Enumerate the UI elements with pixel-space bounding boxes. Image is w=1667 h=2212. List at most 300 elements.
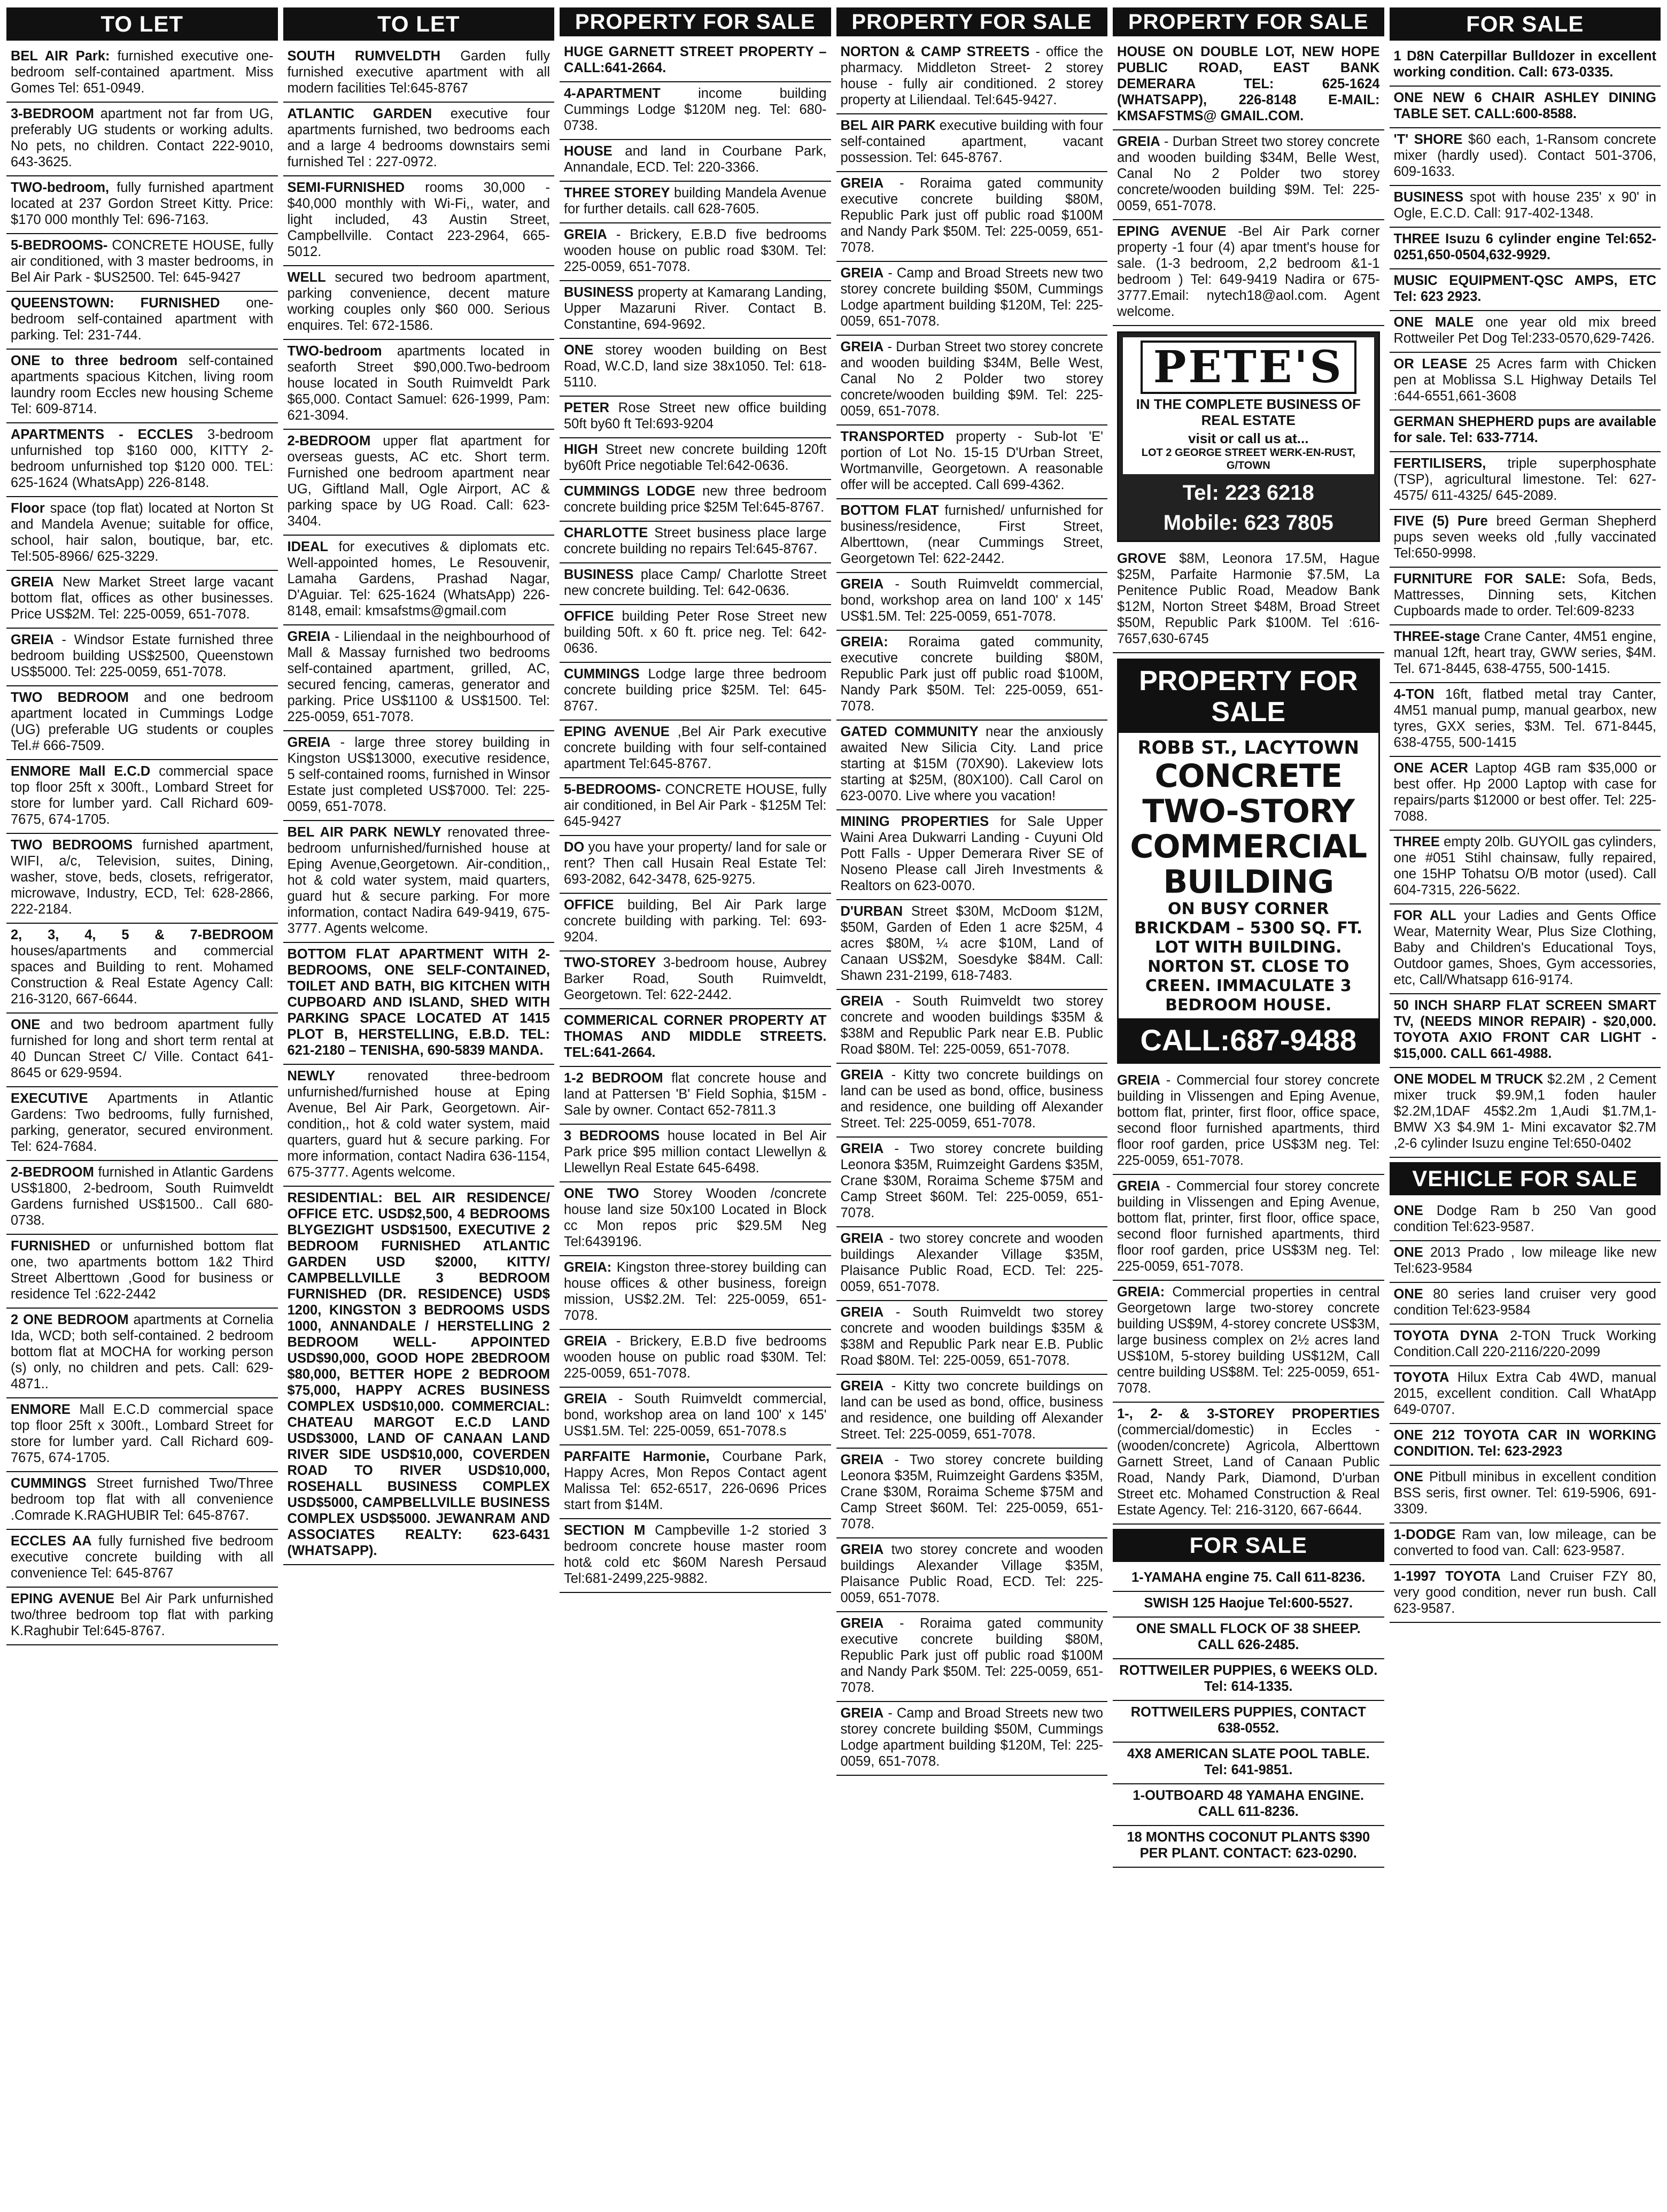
ad-body: apartments at Cornelia Ida, WCD; both self-contained. 2 bedroom bottom flat at MOCHA for working person (s) only, no children and pets. Call: 629-4871..: [11, 1312, 274, 1391]
ad-lead: ATLANTIC GARDEN: [287, 106, 432, 121]
classified-ad: [283, 821, 555, 943]
classified-ad: [836, 631, 1108, 721]
classified-ad: [1113, 1743, 1384, 1784]
ad-lead: ONE MODEL M TRUCK: [1393, 1072, 1544, 1087]
ad-lead: 'T' SHORE: [1393, 132, 1463, 147]
ad-lead: 5-BEDROOMS-: [11, 238, 108, 253]
ad-body: Courbane Park, Happy Acres, Mon Repos Contact agent Malissa Tel: 652-6517, 226-0696 Prices start from $14M.: [564, 1449, 827, 1512]
ad-lead: HOUSE ON DOUBLE LOT, NEW HOPE PUBLIC ROAD, EAST BANK DEMERARA TEL: 625-1624 (WHATSAPP), 226-8148 E-MAIL: KMSAFSTMS@ GMAIL.COM.: [1117, 44, 1380, 123]
ad-lead: EPING AVENUE: [11, 1591, 115, 1606]
ad-body: - Camp and Broad Streets new two storey concrete building $50M, Cummings Lodge apartment building $120M, Tel: 225-0059, 651-7078.: [840, 1706, 1103, 1769]
classified-ad: [6, 1472, 278, 1530]
classified-ad: [560, 522, 831, 563]
classified-ad: [6, 103, 278, 176]
classified-ad: [1113, 1826, 1384, 1868]
ad-lead: GREIA: [11, 575, 54, 590]
classified-ad: [560, 1330, 831, 1388]
ad-body: and land in Courbane Park, Annandale, ECD. Tel: 220-3366.: [564, 144, 827, 175]
ad-lead: 2-BEDROOM: [11, 1165, 94, 1180]
ad-body: renovated three-bedroom unfurnished/furnished house at Eping Avenue,Georgetown. Air-condition,, hot & cold water system, maid quarters, guard hut & secure parking. For more information, contact Nadira 649-9419, 675-3777. Agents welcome.: [287, 825, 550, 936]
ad-lead: FOR ALL: [1393, 908, 1456, 923]
ad-body: CONCRETE HOUSE, fully air conditioned, with 3 master bedrooms, in Bel Air Park - $US2500. Tel: 645-9427: [11, 238, 274, 285]
ad-lead: GREIA:: [840, 635, 888, 649]
ad-lead: 1-DODGE: [1393, 1527, 1456, 1542]
classified-ad: [560, 1067, 831, 1125]
ad-body: executive building with four self-contained apartment, vacant possession. Tel: 645-8767.: [840, 118, 1103, 165]
classified-ad: [1390, 625, 1661, 683]
classified-ad: [560, 82, 831, 140]
classified-ad: [283, 176, 555, 266]
robb-street-advert: [1117, 659, 1380, 1064]
ad-lead: GREIA: [840, 1616, 884, 1631]
ad-body: 2-TON Truck Working Condition.Call 220-2116/220-2099: [1393, 1328, 1656, 1359]
ad-body: - Durban Street two storey concrete and wooden building $34M, Belle West, Canal No 2 Polder two storey concrete/wooden building $9M. Tel: 225-0059, 651-7078.: [1117, 134, 1380, 213]
ad-body: place Camp/ Charlotte Street new concrete building. Tel: 642-0636.: [564, 567, 827, 598]
ad-body: ,Bel Air Park executive concrete building with four self-contained apartment Tel:645-8767.: [564, 724, 827, 771]
ad-lead: GREIA: [840, 1379, 884, 1394]
ad-body: income building Cummings Lodge $120M neg. Tel: 680-0738.: [564, 86, 827, 133]
classified-ad: [6, 423, 278, 497]
ad-lead: 1 D8N Caterpillar Bulldozer in excellent working condition. Call: 673-0335.: [1393, 49, 1656, 80]
classified-ad: [560, 223, 831, 281]
ad-lead: GREIA: [840, 1452, 884, 1467]
ad-lead: IDEAL: [287, 539, 328, 554]
classified-ad: [1390, 452, 1661, 510]
classified-ad: [1390, 568, 1661, 625]
classified-ad: [1390, 269, 1661, 311]
ad-lead: CUMMINGS: [11, 1476, 87, 1491]
ad-lead: TWO-STOREY: [564, 955, 656, 970]
ad-lead: ENMORE: [11, 1402, 71, 1417]
ad-body: - Kitty two concrete buildings on land can be used as bond, office, business and residence, one building off Alexander Street. Tel: 225-0059, 651-7078.: [840, 1068, 1103, 1131]
ad-body: Laptop 4GB ram $35,000 or best offer. Hp 2000 Laptop with case for repairs/parts $12000 or best offer. Tel: 225-7088.: [1393, 761, 1656, 824]
ad-body: (commercial/domestic) in Eccles - (wooden/concrete) Agricola, Alberttown Garnett Street, Land of Canaan Public Road, Nandy Park, Diamond, D'urban Street etc. Mohamed Construction & Real Estate Agency. Tel: 216-3120, 667-6644.: [1117, 1422, 1380, 1518]
classified-ad: [1113, 220, 1384, 326]
classified-ad: [836, 1612, 1108, 1702]
ad-lead: BUSINESS: [564, 567, 634, 582]
classified-ad: [1390, 1241, 1661, 1283]
ad-body: fully furnished five bedroom executive concrete building with all convenience Tel: 645-8767: [11, 1534, 274, 1581]
ad-lead: WELL: [287, 270, 326, 285]
ad-body: executive four apartments furnished, two bedrooms each and a large 4 bedrooms downstairs semi furnished Tel : 227-0972.: [287, 106, 550, 169]
ad-body: Ram van, low mileage, can be converted to food van. Call: 623-9587.: [1393, 1527, 1656, 1558]
classified-ad: [1113, 1566, 1384, 1592]
ad-lead: GERMAN SHEPHERD pups are available for sale. Tel: 633-7714.: [1393, 414, 1656, 445]
classified-ad: [560, 281, 831, 339]
ad-body: two storey concrete and wooden buildings Alexander Village $35M, Plaisance Public Road, ECD. Tel: 225-0059, 651-7078.: [840, 1542, 1103, 1605]
section-heading: TO LET: [6, 7, 278, 41]
classified-ad: [560, 836, 831, 894]
ad-lead: 1-1997 TOYOTA: [1393, 1569, 1501, 1584]
classified-ad: [283, 536, 555, 625]
classified-ad: [560, 894, 831, 952]
classified-ad: [836, 1227, 1108, 1301]
ad-lead: GATED COMMUNITY: [840, 724, 979, 739]
ad-lead: SWISH 125 Haojue Tel:600-5527.: [1144, 1596, 1353, 1611]
ad-lead: 1-YAMAHA engine 75. Call 611-8236.: [1131, 1570, 1366, 1585]
classified-ad: [1390, 228, 1661, 269]
ad-lead: ONE SMALL FLOCK OF 38 SHEEP. CALL 626-2485.: [1136, 1621, 1361, 1652]
classified-ad: [560, 952, 831, 1009]
ad-body: you have your property/ land for sale or rent? Then call Husain Real Estate Tel: 693-2082, 642-3478, 625-9275.: [564, 840, 827, 887]
robb-heading: PROPERTY FOR SALE: [1119, 660, 1378, 733]
classified-ad: [560, 397, 831, 438]
classified-ad: [836, 1702, 1108, 1776]
classified-ad: [560, 778, 831, 836]
ad-lead: GREIA: [840, 1542, 884, 1557]
ad-lead: GREIA: [840, 339, 884, 354]
ad-body: - South Ruimveldt two storey concrete and wooden buildings $35M & $38M and Republic Park near E.B. Public Road $80M. Tel: 225-0059, 651-7078.: [840, 1305, 1103, 1368]
ad-body: flat concrete house and land at Pattersen 'B' Field Sophia, $15M - Sale by owner. Contact 652-7811.3: [564, 1071, 827, 1118]
classified-ad: [1113, 1403, 1384, 1525]
classified-ad: [560, 480, 831, 522]
classified-ad: [6, 1398, 278, 1472]
ad-lead: BEL AIR PARK: [840, 118, 936, 133]
ad-body: property at Kamarang Landing, Upper Mazaruni River. Contact B. Constantine, 694-9692.: [564, 285, 827, 332]
ad-body: $60 each, 1-Ransom concrete mixer (hardly used). Contact 501-3706, 609-1633.: [1393, 132, 1656, 179]
ad-lead: GREIA: [564, 227, 607, 242]
classified-ad: [6, 497, 278, 571]
ad-lead: ONE: [564, 343, 594, 358]
ad-body: $2.2M , 2 Cement mixer truck $9.9M,1 foden hauler $2.2M,1DAF 45$2.2m 1,Audi $1.7M,1-BMW X3 $4.9M 1- Mini excavator $2.7M ,2-6 cylinder Isuzu engine Tel:650-0402: [1393, 1072, 1657, 1151]
ad-body: - two storey concrete and wooden buildings Alexander Village $35M, Plaisance Public Road, ECD. Tel: 225-0059, 651-7078.: [840, 1231, 1103, 1294]
classified-ad: [1113, 1281, 1384, 1403]
classified-ad: [6, 234, 278, 292]
ad-lead: ONE to three bedroom: [11, 353, 178, 368]
ad-lead: 50 INCH SHARP FLAT SCREEN SMART TV, (NEEDS MINOR REPAIR) - $20,000. TOYOTA AXIO FRONT CAR LIGHT - $15,000. CALL 661-4988.: [1393, 998, 1656, 1061]
ad-body: building Peter Rose Street new building 50ft. x 60 ft. price neg. Tel: 642-0636.: [564, 609, 827, 656]
ad-lead: TWO BEDROOM: [11, 690, 129, 705]
classified-ad: [6, 1235, 278, 1309]
classified-ad: [1113, 41, 1384, 130]
ad-lead: FURNISHED: [11, 1239, 90, 1254]
classified-ad: [1390, 311, 1661, 353]
section-heading: TO LET: [283, 7, 555, 41]
ad-lead: 1-, 2- & 3-STOREY PROPERTIES: [1117, 1406, 1380, 1421]
ad-body: 80 series land cruiser very good condition Tel:623-9584: [1393, 1287, 1656, 1318]
ad-lead: GREIA: [840, 994, 884, 1009]
ad-body: near the anxiously awaited New Silicia City. Land price starting at $15M (70X90). Lakeview lots starting at $25M, (80X100). Call Carol on 623-0070. Live where you vacation!: [840, 724, 1103, 803]
classified-ad: [6, 629, 278, 686]
ad-lead: MUSIC EQUIPMENT-QSC AMPS, ETC Tel: 623 2923.: [1393, 273, 1656, 304]
ad-body: and two bedroom apartment fully furnished for long and short term rental at 40 Duncan Street C/ Ville. Contact 641-8645 or 629-9594.: [11, 1017, 274, 1080]
ad-body: houses/apartments and commercial spaces and Building to rent. Mohamed Construction & Real Estate Agency Call: 216-3120, 667-6644.: [11, 943, 274, 1007]
ad-body: - Two storey concrete building Leonora $35M, Ruimzeight Gardens $35M, Crane $30M, Roraima Scheme $75M and Camp Street $60M. Tel: 225-0059, 651-7078.: [840, 1141, 1103, 1220]
ad-lead: ONE 212 TOYOTA CAR IN WORKING CONDITION. Tel: 623-2923: [1393, 1428, 1656, 1459]
ad-body: 16ft, flatbed metal tray Canter, 4M51 manual pump, manual gearbox, new tyres, GXX series, $3M. Tel. 671-8445, 638-4755, 500-1415: [1393, 687, 1656, 750]
ad-lead: EXECUTIVE: [11, 1091, 88, 1106]
classified-ad: [6, 292, 278, 350]
ad-lead: QUEENSTOWN: FURNISHED: [11, 296, 220, 311]
ad-lead: GREIA:: [1117, 1285, 1165, 1300]
classified-ad: [283, 1187, 555, 1565]
classified-ad: [283, 1065, 555, 1187]
classified-ad: [6, 1087, 278, 1161]
ad-lead: FIVE (5) Pure: [1393, 514, 1488, 529]
ad-body: property - Sub-lot 'E' portion of Lot No. 15-15 D'Urban Street, Wortmanville, Georgetown. A reasonable offer will be accepted. Call 699-4362.: [840, 429, 1103, 492]
columns: [6, 7, 1661, 2212]
petes-advert: [1117, 331, 1380, 542]
classified-ad: [836, 1538, 1108, 1612]
ad-lead: ONE: [1393, 1203, 1423, 1218]
classified-ad: [1390, 1466, 1661, 1523]
classified-ad: [1113, 1701, 1384, 1743]
ad-body: furnished/ unfurnished for business/residence, First Street, Alberttown, (near Cummings Street, Georgetown Tel: 622-2442.: [840, 503, 1103, 566]
classified-ad: [1390, 1325, 1661, 1366]
ad-body: - Camp and Broad Streets new two storey concrete building $50M, Cummings Lodge apartment building $120M, Tel: 225-0059, 651-7078.: [840, 266, 1103, 329]
ad-body: furnished apartment, WIFI, a/c, Television, suites, Dining, washer, stove, beds, closets, refrigerator, microwave, Industry, ECD, Tel: 628-2866, 222-2184.: [11, 838, 274, 917]
classified-ad: [6, 1161, 278, 1235]
ad-lead: GREIA: [564, 1391, 607, 1406]
ad-lead: TWO-bedroom: [287, 344, 382, 359]
classified-ad: [560, 339, 831, 397]
ad-lead: BOTTOM FLAT APARTMENT WITH 2-BEDROOMS, ONE SELF-CONTAINED, TOILET AND BATH, BIG KITCHEN WITH CUPBOARD AND ISLAND, SHED WITH PARKING SPACE LOCATED AT 1415 PLOT B, HERSTELLING, E.B.D. TEL: 621-2180 – TENISHA, 690-5839 MANDA.: [287, 947, 550, 1058]
classified-ad: [836, 41, 1108, 114]
ad-lead: 4X8 AMERICAN SLATE POOL TABLE. Tel: 641-9851.: [1127, 1746, 1370, 1777]
ad-body: Crane Canter, 4M51 engine, manual 12ft, heart tray, GWW series, $4M. Tel. 671-8445, 638-4755, 500-1415.: [1393, 629, 1656, 676]
ad-lead: ONE: [11, 1017, 41, 1032]
for-sale-list: [1113, 1566, 1384, 1868]
classified-ad: [560, 1519, 831, 1593]
classified-ad: [1390, 1523, 1661, 1565]
classified-ad: [283, 340, 555, 430]
ad-lead: ONE: [1393, 1287, 1423, 1302]
ad-lead: 3 BEDROOMS: [564, 1128, 660, 1143]
classified-ad: [560, 605, 831, 663]
ad-body: Campbeville 1-2 storied 3 bedroom concrete house master room hot& cold etc $60M Naresh Persaud Tel:681-2499,225-9882.: [564, 1523, 827, 1586]
classified-ad: [1390, 1424, 1661, 1466]
column-3: [560, 7, 831, 2212]
classified-ad: [1390, 904, 1661, 994]
ad-lead: GREIA: [840, 1231, 884, 1246]
ad-lead: SOUTH RUMVELDTH: [287, 49, 441, 64]
ad-body: Rose Street new office building 50ft by60 ft Tel:693-9204: [564, 400, 827, 431]
ad-lead: GREIA: [840, 1305, 884, 1320]
ad-body: spot with house 235' x 90' in Ogle, E.C.D. Call: 917-402-1348.: [1393, 190, 1656, 221]
ad-lead: ONE: [1393, 1469, 1423, 1484]
classified-ad: [560, 1256, 831, 1330]
classified-ad: [1113, 1618, 1384, 1659]
ad-body: - office the pharmacy. Middleton Street- 2 storey house - fully air conditioned. 2 storey property at Liliendaal. Tel:645-9427.: [840, 44, 1104, 107]
classified-ad: [1390, 186, 1661, 228]
ad-lead: ECCLES AA: [11, 1534, 92, 1549]
ad-body: your Ladies and Gents Office Wear, Maternity Wear, Plus Size Clothing, Baby and Children's Educational Toys, Outdoor games, Shoes, Gym accessories, etc, Call/Whatsapp 616-9174.: [1393, 908, 1656, 987]
ad-body: furnished in Atlantic Gardens US$1800, 2-bedroom, South Ruimveldt Gardens furnished US$1500.. Call 680-0738.: [11, 1165, 274, 1228]
petes-name: PETE'S: [1141, 341, 1356, 394]
classified-ad: [560, 1182, 831, 1256]
classified-ad: [836, 426, 1108, 499]
classified-ad: [1390, 1200, 1661, 1241]
ad-lead: EPING AVENUE: [564, 724, 670, 739]
classified-ad: [1113, 1659, 1384, 1701]
ad-body: Storey Wooden /concrete house land size 50x100 Located in Block cc Mon repos pric $29.5M Neg Tel:6439196.: [564, 1186, 827, 1249]
classified-ad: [1390, 994, 1661, 1068]
ad-body: - Commercial four storey concrete building in Vlissengen and Eping Avenue, bottom flat, printer, first floor, office space, second floor furnished apartments, third floor roof garden, price US$3M neg. Tel: 225-0059, 651-7078.: [1117, 1073, 1380, 1168]
classified-ad: [836, 1301, 1108, 1375]
classified-ad: [6, 571, 278, 629]
column-2: [283, 7, 555, 2212]
ad-lead: COMMERICAL CORNER PROPERTY AT THOMAS AND MIDDLE STREETS. TEL:641-2664.: [564, 1013, 827, 1060]
ad-body: - large three storey building in Kingston US$13000, executive residence, 5 self-contained rooms, furnished in Winsor Estate just completed US$7000. Tel: 225-0059, 651-7078.: [287, 735, 550, 814]
classified-ad: [1390, 683, 1661, 757]
ad-lead: 2-BEDROOM: [287, 434, 371, 448]
ad-lead: RESIDENTIAL: BEL AIR RESIDENCE/ OFFICE ETC. USD$2,500, 4 BEDROOMS BLYGEZIGHT USD$1500, EXECUTIVE 2 BEDROOM FURNISHED ATLANTIC GARDEN USD $2000, KITTY/ CAMPBELLVILLE 3 BEDROOM FURNISHED (DR. RESIDENCE) USD$ 1200, KINGSTON 3 BEDROOMS USDS 1000, ANNANDALE / HERSTELLING 2 BEDROOM WELL- APPOINTED USD$90,000, GOOD HOPE 2BEDROOM $80,000, BETTER HOPE 2 BEDROOM $75,000, HAPPY ACRES BUSINESS COMPLEX USD$10,000. COMMERCIAL: CHATEAU MARGOT E.C.D LAND USD$3000, LAND OF CANAAN LAND RIVER SIDE USD$10,000, COVERDEN ROAD TO RIVER USD$10,000, ROSEHALL BUSINESS COMPLEX USD$5000, CAMPBELLVILLE BUSINESS COMPLEX USD$5000. JEWANRAM AND ASSOCIATES REALTY: 623-6431 (WHATSAPP).: [287, 1190, 550, 1558]
ad-lead: GREIA: [840, 1141, 884, 1156]
ad-body: Roraima gated community, executive concrete building $80M, Republic Park just off public road $100M, Nandy Park $50M. Tel: 225-0059, 651-7078.: [840, 635, 1103, 714]
classified-ad: [283, 430, 555, 536]
ad-body: 3-bedroom house, Aubrey Barker Road, South Ruimveldt, Georgetown. Tel: 622-2442.: [564, 955, 827, 1002]
ad-lead: BUSINESS: [564, 285, 634, 300]
classified-ad: [1390, 1366, 1661, 1424]
classified-ad: [1390, 45, 1661, 87]
ad-body: Dodge Ram b 250 Van good condition Tel:623-9587.: [1393, 1203, 1656, 1234]
vehicle-heading: VEHICLE FOR SALE: [1390, 1162, 1661, 1195]
classified-ad: [836, 1449, 1108, 1538]
classified-ad: [6, 1309, 278, 1398]
classified-ad: [560, 1009, 831, 1067]
section-heading: FOR SALE: [1390, 7, 1661, 41]
ad-lead: SECTION M: [564, 1523, 646, 1538]
ad-body: fully furnished apartment located at 237 Gordon Street Kitty. Price: $170 000 monthly Tel: 696-7163.: [11, 180, 274, 227]
ad-lead: TOYOTA DYNA: [1393, 1328, 1499, 1343]
classified-ad: [836, 1138, 1108, 1227]
ad-lead: ROTTWEILER PUPPIES, 6 WEEKS OLD. Tel: 614-1335.: [1119, 1663, 1378, 1694]
ad-body: self-contained apartments spacious Kitchen, living room laundry room Eccles new housing Scheme Tel: 609-8714.: [11, 353, 274, 416]
ad-lead: HIGH: [564, 442, 598, 457]
ad-body: storey wooden building on Best Road, W.C.D, land size 38x1050. Tel: 618-5110.: [564, 343, 827, 390]
ad-body: Land Cruiser FZY 80, very good condition, never run bush. Call 623-9587.: [1393, 1569, 1656, 1616]
classified-ad: [283, 731, 555, 821]
ad-body: - Liliendaal in the neighbourhood of Mall & Massay furnished two bedrooms self-contained apartment, grilled, AC, secured fencing, cameras, generator and parking. Price US$1100 & US$1500. Tel: 225-0059, 651-7078.: [287, 629, 550, 724]
classified-ad: [560, 1125, 831, 1182]
classified-ad: [1390, 411, 1661, 452]
ad-body: Bel Air Park unfurnished two/three bedroom top flat with parking K.Raghubir Tel:645-8767.: [11, 1591, 274, 1638]
classified-ad: [836, 900, 1108, 990]
ad-lead: GREIA: [287, 629, 331, 644]
ad-lead: BOTTOM FLAT: [840, 503, 939, 518]
classified-ad: [6, 686, 278, 760]
ad-body: triple superphosphate (TSP), agricultural limestone. Tel: 627-4575/ 611-4325/ 645-2089.: [1393, 456, 1656, 503]
classified-ad: [283, 943, 555, 1065]
ad-lead: OR LEASE: [1393, 357, 1468, 372]
ad-lead: GREIA: [564, 1334, 607, 1349]
ad-body: - Kitty two concrete buildings on land can be used as bond, office, business and residence, one building off Alexander Street. Tel: 225-0059, 651-7078.: [840, 1379, 1103, 1442]
ad-body: building Mandela Avenue for further details. call 628-7605.: [564, 185, 827, 216]
ad-lead: BEL AIR PARK NEWLY: [287, 825, 441, 840]
classified-ad: [836, 114, 1108, 172]
ad-body: building, Bel Air Park large concrete building with parking. Tel: 693-9204.: [564, 898, 827, 945]
ad-lead: NORTON & CAMP STREETS: [840, 44, 1030, 59]
ad-lead: HUGE GARNETT STREET PROPERTY – CALL:641-2664.: [564, 44, 827, 75]
ad-body: - Brickery, E.B.D five bedrooms wooden house on public road $30M. Tel: 225-0059, 651-7078.: [564, 227, 827, 274]
ad-lead: BUSINESS: [1393, 190, 1463, 205]
ad-lead: TOYOTA: [1393, 1370, 1449, 1385]
ad-lead: 5-BEDROOMS-: [564, 782, 661, 797]
ad-body: - Windsor Estate furnished three bedroom building US$2500, Queenstown US$5000. Tel: 225-0059, 651-7078.: [11, 632, 274, 679]
ad-lead: TRANSPORTED: [840, 429, 944, 444]
ad-body: for Sale Upper Waini Area Dukwarri Landing - Cuyuni Old Pott Falls - Upper Demerara River SE of Noseno Please call Jireh Investments & Realtors on 623-0070.: [840, 814, 1103, 893]
ad-lead: GREIA: [840, 176, 884, 191]
classified-ad: [6, 834, 278, 924]
classified-ad: [1390, 1068, 1661, 1158]
ad-lead: PARFAITE Harmonie,: [564, 1449, 710, 1464]
classified-ad: [560, 663, 831, 721]
classified-ad: [6, 350, 278, 423]
ad-lead: PETER: [564, 400, 610, 415]
ad-body: $8M, Leonora 17.5M, Hague $25M, Parfaite Harmonie $7.5M, La Penitence Public Road, Meadow Bank $12M, Norton Street $48M, Broad Street $50M, Republic Park $100M. Tel :616-7657,630-6745: [1117, 551, 1380, 646]
classified-ad: [836, 721, 1108, 810]
ad-lead: EPING AVENUE: [1117, 224, 1227, 239]
classified-ad: [6, 1014, 278, 1087]
classified-ad: [1113, 130, 1384, 220]
classified-ad: [836, 810, 1108, 900]
ad-lead: NEWLY: [287, 1069, 336, 1084]
ad-lead: ONE TWO: [564, 1186, 639, 1201]
classified-ad: [283, 103, 555, 176]
classified-ad: [1113, 1175, 1384, 1281]
petes-line3: LOT 2 GEORGE STREET WERK-EN-RUST, G/TOWN: [1141, 447, 1355, 471]
ad-body: for executives & diplomats etc. Well-appointed homes, Le Resouvenir, Lamaha Gardens, Prashad Nagar, D'Aguiar. Tel: 625-1624 (WhatsApp) 226-8148, email: kmsafstms@gmail.com: [287, 539, 550, 618]
ad-lead: 3-BEDROOM: [11, 106, 94, 121]
ad-lead: THREE: [1393, 834, 1440, 849]
ad-body: empty 20lb. GUYOIL gas cylinders, one #051 Stihl chainsaw, fully repaired, one 15HP Tohatsu O/B motor (used). Call 604-7315, 226-5622.: [1393, 834, 1656, 898]
classified-ad: [836, 1064, 1108, 1138]
classified-ad: [6, 1530, 278, 1588]
robb-call: CALL:687-9488: [1119, 1018, 1378, 1062]
classified-ad: [836, 172, 1108, 262]
classified-ad: [283, 266, 555, 340]
ad-lead: 4-TON: [1393, 687, 1435, 702]
classified-ad: [1390, 757, 1661, 831]
ad-lead: HOUSE: [564, 144, 612, 159]
ad-lead: CUMMINGS: [564, 667, 640, 682]
ad-body: renovated three-bedroom unfurnished/furnished house at Eping Avenue, Bel Air Park, Georgetown. Air-condition,, hot & cold water system, maid quarters, guard hut & secure parking. For more information, contact Nadira 636-1154, 675-3777. Agents welcome.: [287, 1069, 550, 1180]
petes-mobile: Mobile: 623 7805: [1163, 511, 1333, 535]
ad-lead: GREIA: [287, 735, 331, 750]
classified-ad: [6, 176, 278, 234]
petes-line2: visit or call us at...: [1188, 430, 1309, 446]
ad-lead: CUMMINGS LODGE: [564, 484, 695, 499]
for-sale-heading: FOR SALE: [1113, 1529, 1384, 1562]
classified-ad: [836, 1375, 1108, 1449]
classified-ad: [560, 182, 831, 223]
column-1: [6, 7, 278, 2212]
classified-ad: [836, 990, 1108, 1064]
ad-lead: ENMORE Mall E.C.D: [11, 764, 151, 779]
classified-ad: [836, 262, 1108, 336]
ad-lead: GREIA: [840, 1068, 884, 1082]
ad-body: Apartments in Atlantic Gardens: Two bedrooms, fully furnished, parking, generator, secured environment. Tel: 624-7684.: [11, 1091, 274, 1154]
classified-ad: [1390, 128, 1661, 186]
ad-body: or unfurnished bottom flat one, two apartments bottom 1&2 Third Street Alberttown ,Good for business or residence Tel :622-2442: [11, 1239, 274, 1302]
ad-body: Sofa, Beds, Mattresses, Dinning sets, Kitchen Cupboards made to order. Tel:609-8233: [1393, 571, 1656, 618]
ad-body: commercial space top floor 25ft x 300ft., Lombard Street for store for lumber yard. Call Richard 609-7675, 674-1705.: [11, 764, 274, 827]
ad-body: one year old mix breed Rottweiler Pet Dog Tel:233-0570,629-7426.: [1393, 315, 1656, 346]
ad-lead: 1-2 BEDROOM: [564, 1071, 663, 1086]
ad-lead: Floor: [11, 501, 45, 516]
ad-lead: OFFICE: [564, 898, 614, 912]
classified-ad: [560, 563, 831, 605]
classified-ad: [1390, 1283, 1661, 1325]
ad-body: apartment not far from UG, preferably UG students or working adults. No pets, no children. Contact 222-9010, 643-3625.: [11, 106, 274, 169]
classified-ad: [560, 1388, 831, 1445]
petes-tel: Tel: 223 6218: [1182, 481, 1314, 505]
ad-lead: FERTILISERS,: [1393, 456, 1486, 471]
robb-title: CONCRETE TWO-STORY COMMERCIAL BUILDING: [1130, 757, 1367, 901]
ad-body: Commercial properties in central Georgetown large two-storey concrete building US$9M, 4-storey concrete US$3M, large business complex on 2½ acres land US$10M, 5-storey building US$12M, Call centre building US$8M. Tel: 225-0059, 651-7078.: [1117, 1285, 1380, 1396]
ad-lead: ONE NEW 6 CHAIR ASHLEY DINING TABLE SET. CALL:600-8588.: [1393, 90, 1656, 121]
ad-lead: GREIA: [840, 266, 884, 281]
